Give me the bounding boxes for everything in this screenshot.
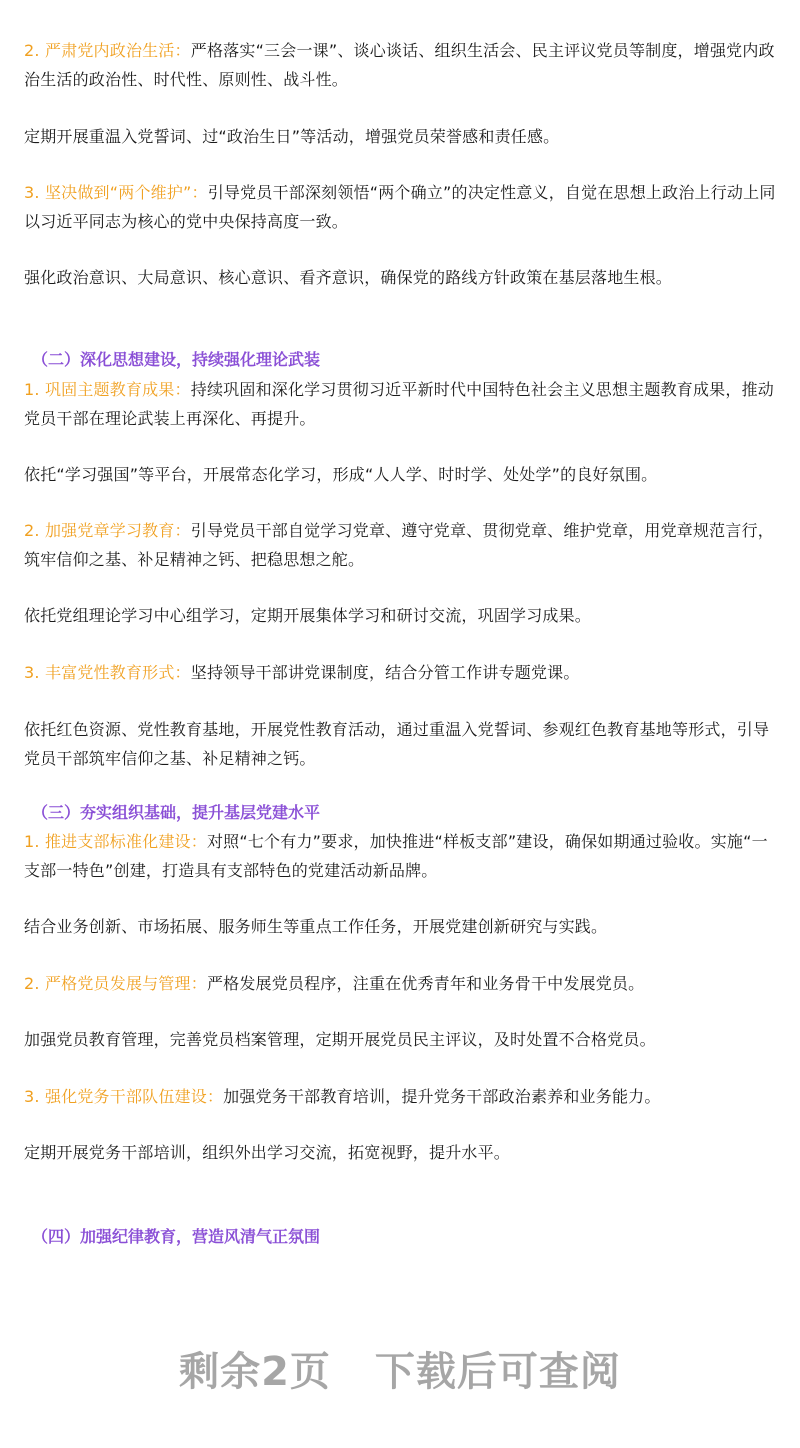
item-lead: 1. 推进支部标准化建设： (24, 832, 207, 851)
item-text: 严格落实“三会一课”、谈心谈话、组织生活会、民主评议党员等制度，增强党内政治生活的政治性、时代性、原则性、战斗性。 (24, 41, 775, 89)
item-lead: 3. 强化党务干部队伍建设： (24, 1087, 224, 1106)
section2-para1: 依托“学习强国”等平台，开展常态化学习，形成“人人学、时时学、处处学”的良好氛围。 (24, 465, 658, 484)
section3-item3 (24, 1082, 780, 1111)
item-text: 引导党员干部深刻领悟“两个确立”的决定性意义，自觉在思想上政治上行动上同以习近平同志为核心的党中央保持高度一致。 (24, 183, 776, 231)
section1-para2: 定期开展重温入党誓词、过“政治生日”等活动，增强党员荣誉感和责任感。 (24, 127, 560, 146)
section2-item3 (24, 658, 780, 687)
item-lead: 3. 坚决做到“两个维护”： (24, 183, 208, 202)
download-to-view-text: 下载后可查阅 (374, 1349, 621, 1395)
section1-item3 (24, 178, 780, 236)
item-lead: 1. 巩固主题教育成果： (24, 380, 191, 399)
section3-item1 (24, 827, 780, 885)
section3-item2 (24, 969, 780, 998)
item-text: 严格发展党员程序，注重在优秀青年和业务骨干中发展党员。 (206, 974, 645, 993)
item-lead: 2. 严肃党内政治生活： (24, 41, 191, 60)
section2-para3: 依托红色资源、党性教育基地，开展党性教育活动，通过重温入党誓词、参观红色教育基地等形式，引导党员干部筑牢信仰之基、补足精神之钙。 (24, 720, 770, 768)
item-text: 持续巩固和深化学习贯彻习近平新时代中国特色社会主义思想主题教育成果，推动党员干部在理论武装上再深化、再提升。 (24, 380, 774, 428)
download-prompt[interactable] (0, 1340, 800, 1397)
section2-heading: （二）深化思想建设，持续强化理论武装 (32, 350, 321, 369)
remaining-pages-text: 剩余2页 (179, 1349, 331, 1395)
item-text: 坚持领导干部讲党课制度，结合分管工作讲专题党课。 (190, 663, 580, 682)
item-text: 加强党务干部教育培训，提升党务干部政治素养和业务能力。 (223, 1087, 661, 1106)
item-lead: 2. 严格党员发展与管理： (24, 974, 207, 993)
section1-item2 (24, 36, 780, 94)
section1-para3: 强化政治意识、大局意识、核心意识、看齐意识，确保党的路线方针政策在基层落地生根。 (24, 268, 673, 287)
item-lead: 2. 加强党章学习教育： (24, 521, 191, 540)
section3-para2: 加强党员教育管理，完善党员档案管理，定期开展党员民主评议，及时处置不合格党员。 (24, 1030, 656, 1049)
item-text: 对照“七个有力”要求，加快推进“样板支部”建设，确保如期通过验收。实施“一支部一特色”创建，打造具有支部特色的党建活动新品牌。 (24, 832, 768, 880)
item-lead: 3. 丰富党性教育形式： (24, 663, 191, 682)
item-text: 引导党员干部自觉学习党章、遵守党章、贯彻党章、维护党章，用党章规范言行，筑牢信仰之基、补足精神之钙、把稳思想之舵。 (24, 521, 774, 569)
section2-para2: 依托党组理论学习中心组学习，定期开展集体学习和研讨交流，巩固学习成果。 (24, 606, 592, 625)
section2-item1 (24, 375, 780, 433)
section4-heading: （四）加强纪律教育，营造风清气正氛围 (32, 1227, 321, 1246)
section3-para1: 结合业务创新、市场拓展、服务师生等重点工作任务，开展党建创新研究与实践。 (24, 917, 608, 936)
section3-heading: （三）夯实组织基础，提升基层党建水平 (32, 803, 321, 822)
section3-para3: 定期开展党务干部培训，组织外出学习交流，拓宽视野，提升水平。 (24, 1143, 511, 1162)
section2-item2 (24, 516, 780, 574)
